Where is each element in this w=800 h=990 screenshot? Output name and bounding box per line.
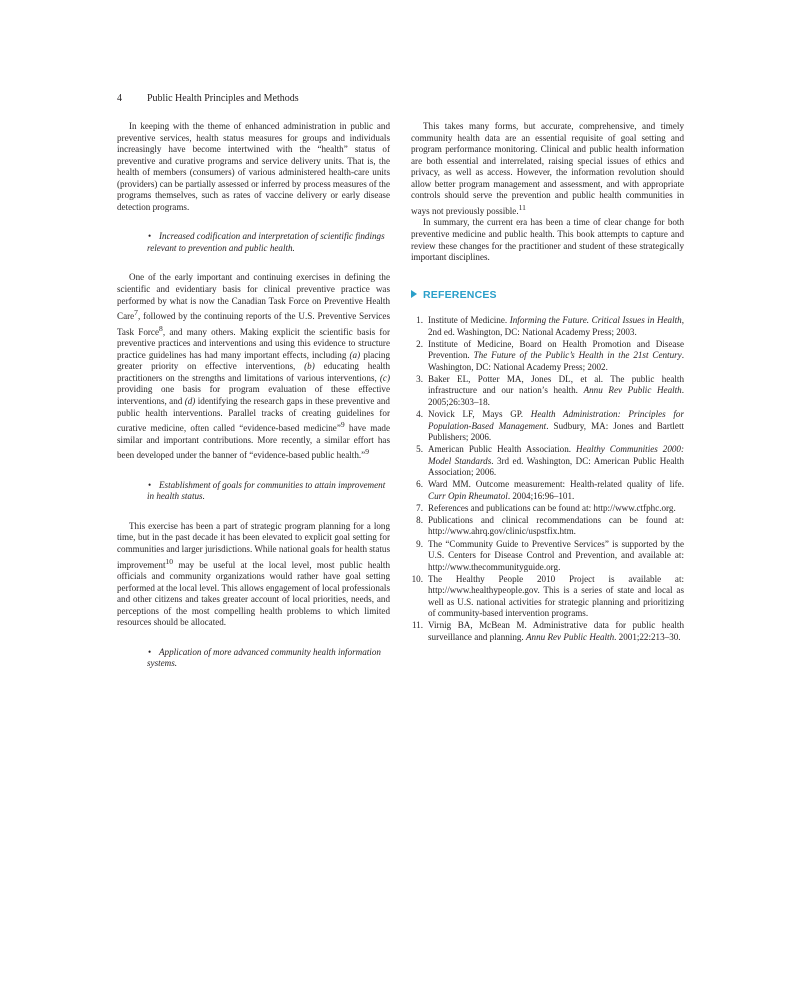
reference-number: 7.	[416, 502, 423, 513]
bullet-item	[117, 231, 390, 254]
paragraph: In keeping with the theme of enhanced administration in public and preventive services, health status measures for groups and individuals increasingly have become intertwined with the “health” status of preventive and curative programs and service delivery units. That is, the health of members (consumers) of various administered health-care units (providers) can be partially assessed or inferred by process measures of the programs themselves, such as rates of vaccine delivery or early disease detection programs.	[117, 121, 390, 212]
reference-number: 1.	[416, 315, 423, 326]
paragraph: This exercise has been a part of strategic program planning for a long time, but in the past decade it has been elevated to explicit goal setting for communities and larger jurisdictions. While national goals for health status improvement$^{10}$ may be useful at the local level, most public health officials and community organizations would rather have goal setting performed at the local level. This allows engagement of local professionals and other citizens and takes greater account of local priorities, needs, and perceptions of the most compelling health problems to which limited resources should be allocated.	[117, 520, 390, 628]
reference-number: 4.	[416, 409, 423, 420]
citation-sup: 10	[165, 556, 174, 566]
reference-item: 4. Novick LF, Mays GP. Health Administration: Principles for Population-Based Management. Sudbury, MA: Jones and Bartlett Publishers; 2006.	[411, 409, 684, 444]
reference-item: 3. Baker EL, Potter MA, Jones DL, et al. The public health infrastructure and our nation’s health. Annu Rev Public Health. 2005;26:303–18.	[411, 374, 684, 409]
triangle-marker-icon	[411, 290, 417, 298]
bullet-dot-icon: •	[148, 231, 152, 242]
citation-sup: 7	[134, 308, 138, 318]
paragraph: In summary, the current era has been a time of clear change for both preventive medicine and public health. This book attempts to capture and review these changes for the practitioner and student of these strategically important disciplines.	[411, 217, 684, 263]
reference-item: 1. Institute of Medicine. Informing the Future. Critical Issues in Health, 2nd ed. Washington, DC: National Academy Press; 2003.	[411, 315, 684, 338]
bullet-item	[117, 647, 390, 670]
paragraph: One of the early important and continuing exercises in defining the scientific and evidentiary basis for clinical preventive practice was performed by what is now the Canadian Task Force on Preventive Health Care$^7$, followed by the continuing reports of the U.S. Preventive Services Task Force$^8$, and many others. Making explicit the scientific basis for preventive practices and interventions and using this evidence to structure practice guidelines has had many important effects, including (a) placing greater priority on effective interventions, (b) educating health practitioners on the strengths and limitations of various interventions, (c) providing one basis for program evaluation of these effective interventions, and (d) identifying the research gaps in these preventive and public health interventions. Parallel tracks of creating guidelines for curative medicine, often called “evidence-based medicine”$^9$ have made similar and important contributions. More recently, a similar effort has been developed under the banner of “evidence-based public health.”$^9$	[117, 272, 390, 461]
citation-sup: 9	[340, 420, 345, 430]
reference-item: 10. The Healthy People 2010 Project is available at: http://www.healthypeople.gov. This is a series of state and local as well as U.S. national activities for strategic planning and prioritizing of community-based intervention programs.	[411, 573, 684, 619]
bullet-dot-icon: •	[148, 646, 152, 657]
running-title: Public Health Principles and Methods	[147, 93, 299, 104]
reference-number: 11.	[411, 620, 423, 631]
citation-sup: 8	[159, 323, 163, 333]
reference-number: 8.	[416, 514, 423, 525]
reference-number: 2.	[416, 338, 423, 349]
reference-item: 5. American Public Health Association. Healthy Communities 2000: Model Standards. 3rd ed. Washington, DC: American Public Health Association; 2006.	[411, 444, 684, 479]
bullet-dot-icon: •	[148, 479, 152, 490]
reference-item: 8. Publications and clinical recommendations can be found at: http://www.ahrq.gov/clinic/uspstfix.htm.	[411, 515, 684, 538]
citation-sup: 9	[365, 447, 369, 457]
references-list	[411, 315, 684, 643]
right-column	[411, 121, 684, 644]
paragraph: This takes many forms, but accurate, comprehensive, and timely community health data are an essential requisite of goal setting and program performance monitoring. Clinical and public health information are both essential and interrelated, raising special issues of ethics and privacy, as well as access. However, the information revolution should allow better program management and assessment, and with appropriate controls should serve the prevention and public health communities in ways not previously possible.$^{11}$	[411, 121, 684, 216]
reference-number: 9.	[416, 538, 423, 549]
left-column	[117, 121, 390, 670]
running-header	[117, 93, 299, 105]
reference-item: 11. Virnig BA, McBean M. Administrative data for public health surveillance and planning. Annu Rev Public Health. 2001;22:213–30.	[411, 620, 684, 642]
bullet-item	[117, 480, 390, 503]
reference-item: 2. Institute of Medicine, Board on Health Promotion and Disease Prevention. The Future of the Public’s Health in the 21st Century. Washington, DC: National Academy Press; 2002.	[411, 339, 684, 374]
bullet-text: Application of more advanced community health information systems.	[147, 646, 381, 669]
page-number: 4	[117, 93, 122, 104]
bullet-text: Increased codification and interpretation of scientific findings relevant to prevention and public health.	[147, 231, 385, 253]
reference-number: 6.	[416, 479, 423, 490]
reference-number: 5.	[416, 444, 423, 455]
reference-number: 10.	[411, 573, 423, 584]
reference-item: 9. The “Community Guide to Preventive Services” is supported by the U.S. Centers for Disease Control and Prevention, and available at: http://www.thecommunityguide.org.	[411, 539, 684, 574]
reference-number: 3.	[416, 373, 423, 384]
citation-sup: 11	[518, 202, 526, 212]
reference-item: 6. Ward MM. Outcome measurement: Health-related quality of life. Curr Opin Rheumatol. 2004;16:96–101.	[411, 479, 684, 502]
reference-item: 7. References and publications can be found at: http://www.ctfphc.org.	[411, 503, 684, 515]
references-heading: REFERENCES	[411, 290, 684, 302]
bullet-text: Establishment of goals for communities to attain improvement in health status.	[147, 479, 386, 502]
